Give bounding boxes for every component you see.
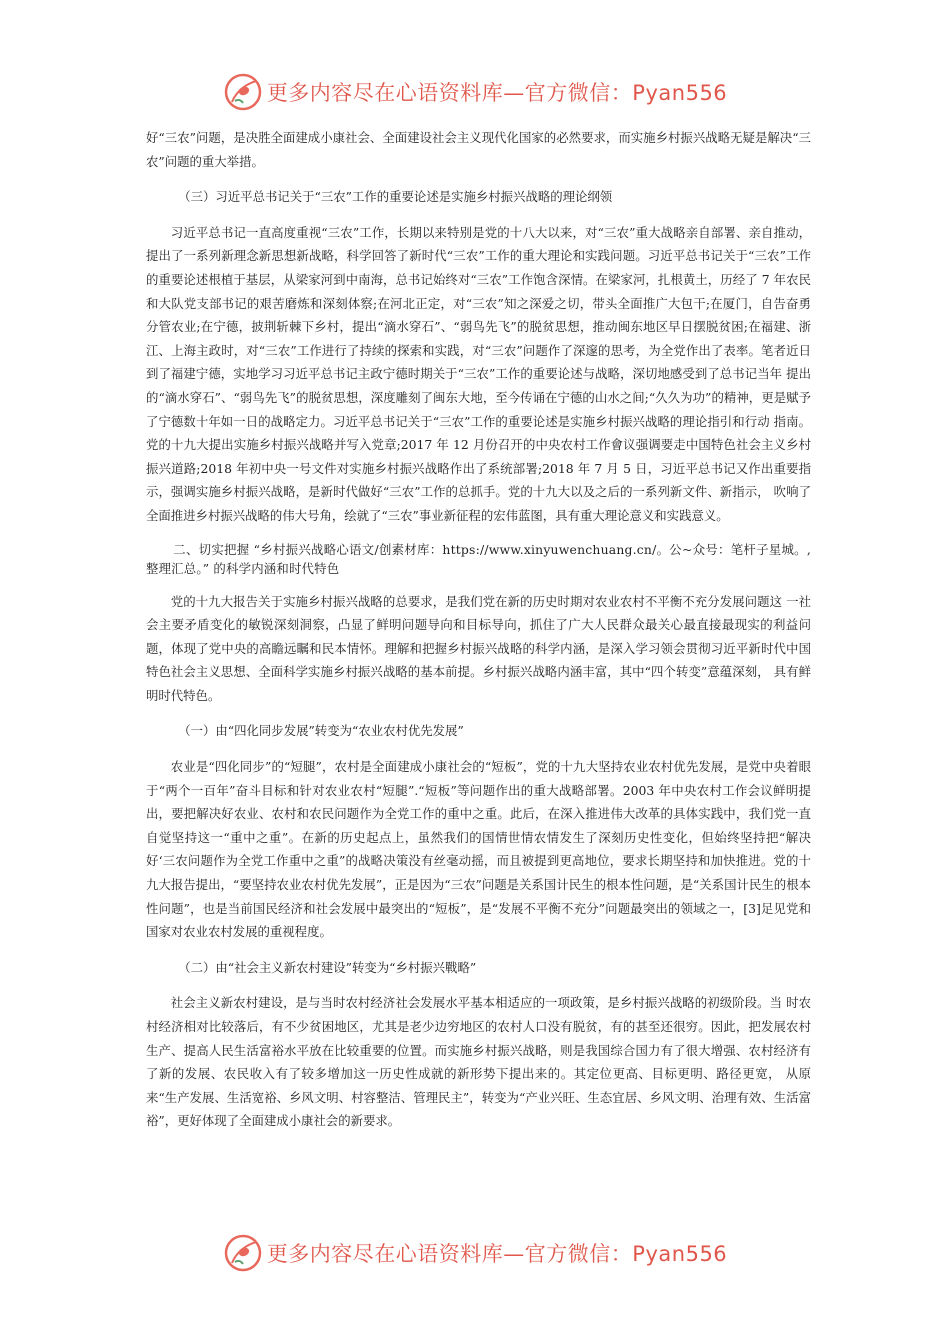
rose-logo-icon (223, 72, 263, 112)
paragraph-section-three: 习近平总书记一直高度重视“三农”工作，长期以来特别是党的十八大以来，对“三农”重大战略亲自部署、亲自推动，提出了一系列新理念新思想新战略，科学回答了新时代“三农”工作的重大理论和实践问题。习近平总书记关于“三农”工作的重要论述根植于基层，从梁家河到中南海，总书记始终对“三农”工作饱含深情。在梁家河，扎根黄土，历经了 7 年农民和大队党支部书记的艰苦磨炼和深刻体察;在河北正定，对“三农”知之深爱之切，带头全面推广大包干;在厦门，自告奋勇分管农业;在宁德，披荆斩棘下乡村，提出“滴水穿石”、“弱鸟先飞”的脱贫思想，推动闽东地区早日摆脱贫困;在福建、浙江、上海主政时，对“三农”工作进行了持续的探索和实践，对“三农”问题作了深邃的思考，为全党作出了表率。笔者近日到了福建宁德，实地学习习近平总书记主政宁德时期关于“三农”工作的重要论述与战略，深切地感受到了总书记当年 提出的“滴水穿石”、“弱鸟先飞”的脱贫思想，深度雕刻了闽东大地，至今传诵在宁德的山水之间;“久久为功”的精神，更是赋予了宁德数十年如一日的战略定力。习近平总书记关于“三农”工作的重要论述是实施乡村振兴战略的理论指引和行动 指南。党的十九大提出实施乡村振兴战略并写入党章;2017 年 12 月份召开的中央农村工作會议强调要走中国特色社会主义乡村振兴道路;2018 年初中央一号文件对实施乡村振兴战略作出了系统部署;2018 年 7 月 5 日，习近平总书记又作出重要指示，强调实施乡村振兴战略，是新时代做好“三农”工作的总抓手。党的十九大以及之后的一系列新文件、新指示， 吹响了全面推进乡村振兴战略的伟大号角，绘就了“三农”事业新征程的宏伟蓝图，具有重大理论意义和实践意义。 (146, 224, 811, 523)
banner-text: 更多内容尽在心语资料库—官方微信：Pyan556 (266, 1242, 728, 1266)
heading-section-three: （三）习近平总书记关于“三农”工作的重要论述是实施乡村振兴战略的理论纲领 (178, 189, 613, 205)
heading-subsection-one: （一）由“四化同步发展”转变为“农业农村优先发展” (178, 723, 464, 739)
heading-subsection-two: （二）由“社会主义新农村建设”转变为“乡村振兴戰略” (178, 959, 477, 975)
document-body (146, 126, 811, 1145)
paragraph-subsection-one: 农业是“四化同步”的“短腿”，农村是全面建成小康社会的“短板”，党的十九大坚持农业农村优先发展，是党中央着眼于“两个一百年”奋斗目标和针对农业农村“短腿”.“短板”等问题作出的重大战略部署。2003 年中央农村工作会议鲜明提出，要把解决好农业、农村和农民问题作为全党工作的重中之重。此后，在深入推进伟大改革的具体实践中，我们党一直自觉坚持这一“重中之重”。在新的历史起点上，虽然我们的国情世情农情发生了深刻历史性变化，但始终坚持把“解决好‘三农问题作为全党工作重中之重”的战略决策没有丝毫动摇，而且被提到更高地位，要求长期坚持和加快推进。党的十九大报告提出，“要坚持农业农村优先发展”，正是因为“三农”问题是关系国计民生的根本性问题，是“关系国计民生的根本性问题”，也是当前国民经济和社会发展中最突出的“短板”，是“发展不平衡不充分”问题最突出的领域之一，[3]足见党和国家对农业农村发展的重视程度。 (146, 759, 811, 940)
heading-part-two: 二、切实把握 “乡村振兴战略心语文/创素材库：https://www.xinyuwenchuang.cn/。公~众号：笔杆子星城。,整理汇总。” 的科学内涵和时代特色 (146, 541, 811, 576)
banner-text: 更多内容尽在心语资料库—官方微信：Pyan556 (266, 81, 728, 105)
header-banner (0, 72, 950, 112)
paragraph-subsection-two: 社会主义新农村建设，是与当时农村经济社会发展水平基本相适应的一项政策，是乡村振兴战略的初级阶段。当 时农村经济相对比较落后，有不少贫困地区，尤其是老少边穷地区的农村人口没有脱贫，有的甚至还很穷。因此，把发展农村生产、提高人民生活富裕水平放在比较重要的位置。而实施乡村振兴战略，则是我国综合国力有了很大增强、农村经济有了新的发展、农民收入有了较多增加这一历史性成就的新形势下提出来的。其定位更高、目标更明、路径更宽， 从原来“生产发展、生活宽裕、乡风文明、村容整洁、管理民主”，转变为“产业兴旺、生态宜居、乡风文明、治理有效、生活富裕”，更好体现了全面建成小康社会的新要求。 (146, 995, 811, 1129)
paragraph-intro: 好“三农”问题，是决胜全面建成小康社会、全面建设社会主义现代化国家的必然要求，而实施乡村振兴战略无疑是解决“三农”问题的重大举措。 (146, 130, 811, 169)
paragraph-part-two: 党的十九大报告关于实施乡村振兴战略的总要求，是我们党在新的历史时期对农业农村不平衡不充分发展问题这 一社会主要矛盾变化的敏锐深刻洞察，凸显了鲜明问题导向和目标导向，抓住了广大人民群众最关心最直接最现实的利益问题，体现了党中央的高瞻远瞩和民本情怀。理解和把握乡村振兴战略的科学内涵，是深入学习领会贯彻习近平新时代中国特色社会主义思想、全面科学实施乡村振兴战略的基本前提。乡村振兴战略内涵丰富，其中“四个转变”意蕴深刻， 具有鲜明时代特色。 (146, 593, 811, 703)
rose-logo-icon (223, 1233, 263, 1273)
footer-banner (0, 1233, 950, 1273)
